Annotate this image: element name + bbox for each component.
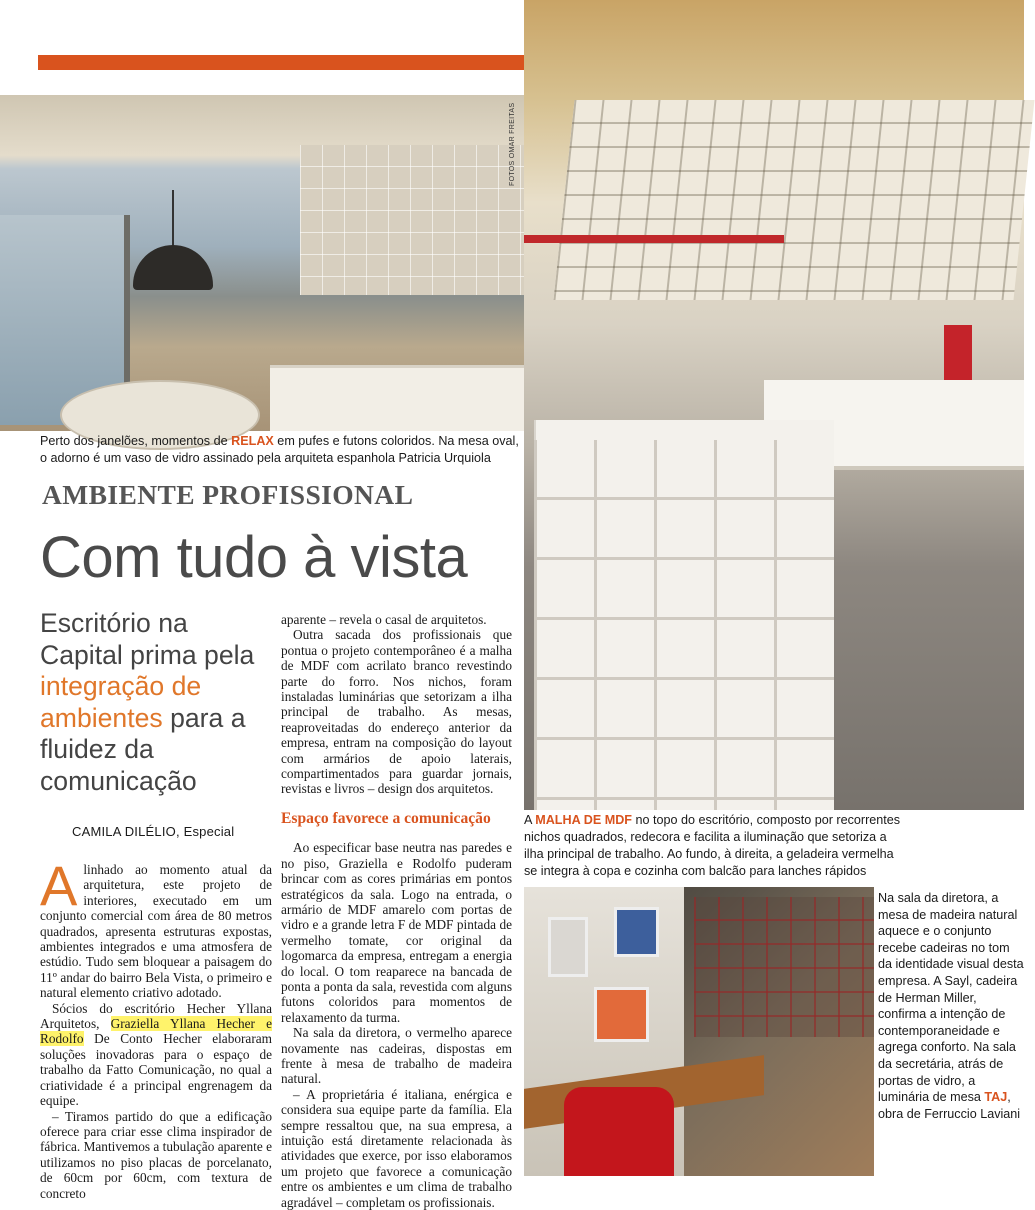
deck-text: para a fluidez da comunicação <box>40 702 246 796</box>
byline: CAMILA DILÉLIO, Especial <box>72 824 235 839</box>
paragraph-text: De Conto Hecher elaboraram soluções inovadoras para o espaço de trabalho da Fatto Comunicação, no qual a criatividade é a principal engrenagem da equipe. <box>40 1031 272 1109</box>
caption-text: , obra de Ferruccio Laviani <box>878 1090 1021 1121</box>
relax-office-photo <box>0 95 524 431</box>
deck-text: Escritório na Capital prima pela <box>40 608 255 670</box>
mdf-ceiling-office-photo <box>524 0 1024 810</box>
paragraph: – A proprietária é italiana, enérgica e considera sua equipe parte da família. Ela sempre ressaltou que, na sua empresa, a intuição está diretamente relacionada às atividades que exerce, por isso elaboramos um projeto que favorece a comunicação entre os ambientes e um clima de trabalho agradável – completam os profissionais. <box>281 1086 512 1210</box>
director-room-photo <box>524 887 874 1176</box>
article-deck <box>40 608 275 798</box>
section-color-bar <box>38 55 524 70</box>
paragraph: Ao especificar base neutra nas paredes e no piso, Graziella e Rodolfo puderam brincar com as cores primárias em pontos estratégicos da sala. Logo na entrada, o armário de MDF amarelo com portas de vidro e a grande letra F de MDF pintada de vermelho tomate, cor original da logomarca da empresa, entregam a energia do local. O tom reaparece na bancada de ponta a ponta da sala, revestida com alguns futons coloridos para momentos de relaxamento da turma. <box>281 840 512 1025</box>
pendant-cord <box>172 190 174 250</box>
paragraph-text: Sócios do escritório Hecher Yllana Arquitetos, <box>40 1000 272 1032</box>
red-chair <box>564 1087 674 1176</box>
framed-picture <box>548 917 588 977</box>
work-desk <box>270 365 524 431</box>
cubby-shelves <box>534 440 834 810</box>
paragraph-text: linhado ao momento atual da arquitetura, este projeto de interiores, executado em um conjunto comercial com área de 80 metros quadrados, apresenta estruturas expostas, ambientes integrados e uma atmosfera de estúdio. Tudo sem bloquear a paisagem do 11º andar do bairro Bela Vista, o primeiro e natural elemento criativo adotado. <box>40 862 272 1001</box>
red-beam <box>524 235 784 243</box>
caption-highlight: MALHA DE MDF <box>535 813 632 827</box>
mdf-grid-ceiling <box>553 100 1034 300</box>
ceiling-grid <box>300 145 524 295</box>
paragraph <box>40 854 272 1001</box>
framed-picture <box>594 987 649 1042</box>
photo-caption-malha <box>524 812 904 880</box>
article-column-middle <box>281 612 512 1210</box>
caption-highlight: TAJ <box>984 1090 1008 1105</box>
red-fridge <box>944 325 972 380</box>
article-headline: Com tudo à vista <box>40 525 468 590</box>
caption-text: em pufes e futons coloridos. Na mesa oval, o adorno é um vaso de vidro assinado pela arquiteta espanhola Patricia Urquiola <box>40 434 519 465</box>
glass-partition <box>694 897 874 1037</box>
article-column-left <box>40 854 272 1201</box>
drop-cap: A <box>40 854 78 917</box>
caption-text: Perto dos janelões, momentos de <box>40 434 232 448</box>
framed-picture <box>614 907 659 957</box>
caption-highlight: RELAX <box>231 434 274 448</box>
paragraph: aparente – revela o casal de arquitetos. <box>281 612 487 627</box>
photo-credit: FOTOS OMAR FREITAS <box>509 102 516 186</box>
paragraph: – Tiramos partido do que a edificação oferece para criar esse clima inspirador de fábrica. Mantivemos a tubulação aparente e utilizamos no piso placas de porcelanato, de 60cm por 60cm, com textura de concreto <box>40 1108 272 1201</box>
section-kicker: AMBIENTE PROFISSIONAL <box>42 479 414 510</box>
caption-text: Na sala da diretora, a mesa de madeira natural aquece e o conjunto recebe cadeiras no tom da identidade visual desta empresa. A Sayl, cadeira de Herman Miller, confirma a intenção de contemporaneidade e agrega conforto. Na sala da secretária, atrás de portas de vidro, a luminária de mesa <box>878 891 1024 1105</box>
deck-accent: integração de ambientes <box>40 671 202 733</box>
article-subhead: Espaço favorece a comunicação <box>281 809 491 827</box>
caption-text: A <box>524 813 536 827</box>
photo-caption-relax <box>40 433 524 467</box>
paragraph: Na sala da diretora, o vermelho aparece novamente nas cadeiras, dispostas em frente à mesa de trabalho de madeira natural. <box>281 1025 512 1087</box>
photo-caption-diretora <box>878 890 1024 1122</box>
highlighted-names: Graziella Yllana Hecher e Rodolfo <box>40 1016 272 1047</box>
paragraph: Outra sacada dos profissionais que pontua o projeto contemporâneo é a malha de MDF com acrilato branco revestindo parte do forro. Nos nichos, foram instaladas luminárias que setorizam a ilha principal de trabalho. As mesas, reaproveitadas do endereço anterior da empresa, entram na composição do layout com armários de apoio laterais, compartimentados para guardar jornais, revistas e livros – design dos arquitetos. <box>281 627 512 797</box>
pendant-lamp-icon <box>133 245 213 290</box>
caption-text: no topo do escritório, composto por recorrentes nichos quadrados, redecora e facilita a iluminação que setoriza a ilha principal de trabalho. Ao fundo, à direita, a geladeira vermelha se integra à copa e cozinha com balcão para lanches rápidos <box>524 813 901 878</box>
paragraph <box>40 1001 272 1109</box>
